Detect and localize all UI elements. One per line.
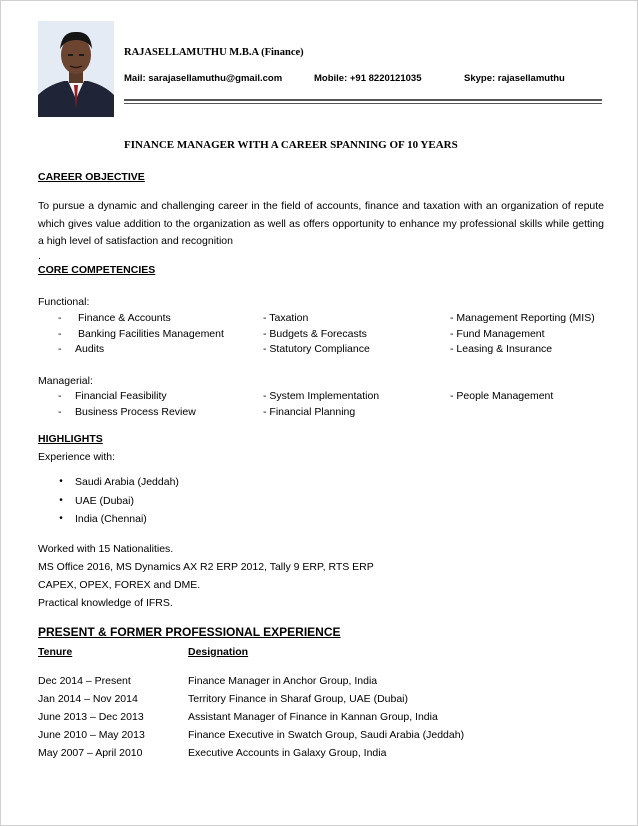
location-item: Saudi Arabia (Jeddah) xyxy=(75,476,179,488)
header-rule-thin xyxy=(124,103,602,104)
tenure-cell: June 2010 – May 2013 xyxy=(38,729,145,741)
dash: - xyxy=(58,343,62,355)
competency-item: - Financial Planning xyxy=(263,406,356,418)
competency-item: - Fund Management xyxy=(450,328,545,340)
email-text: Mail: sarajasellamuthu@gmail.com xyxy=(124,73,283,84)
competency-item: - People Management xyxy=(450,390,554,402)
header-rule-thick xyxy=(124,99,602,101)
tenure-column-header: Tenure xyxy=(38,646,73,658)
skype-text: Skype: rajasellamuthu xyxy=(464,73,565,84)
experience-heading: PRESENT & FORMER PROFESSIONAL EXPERIENCE xyxy=(38,625,341,639)
competency-item: Banking Facilities Management xyxy=(78,328,224,340)
functional-label: Functional: xyxy=(38,296,90,308)
highlight-line: MS Office 2016, MS Dynamics AX R2 ERP 2012, Tally 9 ERP, RTS ERP xyxy=(38,561,374,573)
career-objective-text: To pursue a dynamic and challenging career in the field of accounts, finance and taxation with an organization of repute which gives value addition to the organization as well as offers opportunity to enhance my professional skills while getting a high level of satisfaction and recognition xyxy=(38,200,604,248)
competency-item: - Taxation xyxy=(263,312,309,324)
competency-item: Business Process Review xyxy=(75,406,196,418)
profile-photo xyxy=(38,21,114,117)
headline: FINANCE MANAGER WITH A CAREER SPANNING OF 10 YEARS xyxy=(124,139,458,151)
tenure-cell: May 2007 – April 2010 xyxy=(38,747,143,759)
designation-column-header: Designation xyxy=(188,646,249,658)
bullet-icon: • xyxy=(59,513,63,524)
highlight-line: CAPEX, OPEX, FOREX and DME. xyxy=(38,579,201,591)
designation-cell: Executive Accounts in Galaxy Group, India xyxy=(188,747,387,759)
competency-item: - System Implementation xyxy=(263,390,380,402)
dash: - xyxy=(58,406,62,418)
highlight-line: Practical knowledge of IFRS. xyxy=(38,597,173,609)
bullet-icon: • xyxy=(59,476,63,487)
dash: - xyxy=(58,390,62,402)
competency-item: Finance & Accounts xyxy=(78,312,171,324)
designation-cell: Territory Finance in Sharaf Group, UAE (Dubai) xyxy=(188,693,409,705)
mobile-text: Mobile: +91 8220121035 xyxy=(314,73,422,84)
person-portrait-icon xyxy=(38,21,114,117)
competency-item: - Leasing & Insurance xyxy=(450,343,553,355)
stray-dot: . xyxy=(38,250,41,262)
core-competencies-heading: CORE COMPETENCIES xyxy=(38,264,156,276)
designation-cell: Finance Manager in Anchor Group, India xyxy=(188,675,378,687)
competency-item: - Management Reporting (MIS) xyxy=(450,312,595,324)
designation-cell: Finance Executive in Swatch Group, Saudi Arabia (Jeddah) xyxy=(188,729,465,741)
designation-cell: Assistant Manager of Finance in Kannan Group, India xyxy=(188,711,438,723)
competency-item: - Budgets & Forecasts xyxy=(263,328,367,340)
dash: - xyxy=(58,328,62,340)
location-item: UAE (Dubai) xyxy=(75,495,134,507)
competency-item: Financial Feasibility xyxy=(75,390,167,402)
highlights-heading: HIGHLIGHTS xyxy=(38,433,103,445)
tenure-cell: Dec 2014 – Present xyxy=(38,675,131,687)
dash: - xyxy=(58,312,62,324)
candidate-name: RAJASELLAMUTHU M.B.A (Finance) xyxy=(124,47,304,58)
competency-item: Audits xyxy=(75,343,105,355)
managerial-label: Managerial: xyxy=(38,375,93,387)
tenure-cell: June 2013 – Dec 2013 xyxy=(38,711,144,723)
bullet-icon: • xyxy=(59,495,63,506)
career-objective-heading: CAREER OBJECTIVE xyxy=(38,171,145,183)
competency-item: - Statutory Compliance xyxy=(263,343,370,355)
location-item: India (Chennai) xyxy=(75,513,147,525)
experience-with-label: Experience with: xyxy=(38,451,116,463)
tenure-cell: Jan 2014 – Nov 2014 xyxy=(38,693,138,705)
highlight-line: Worked with 15 Nationalities. xyxy=(38,543,174,555)
